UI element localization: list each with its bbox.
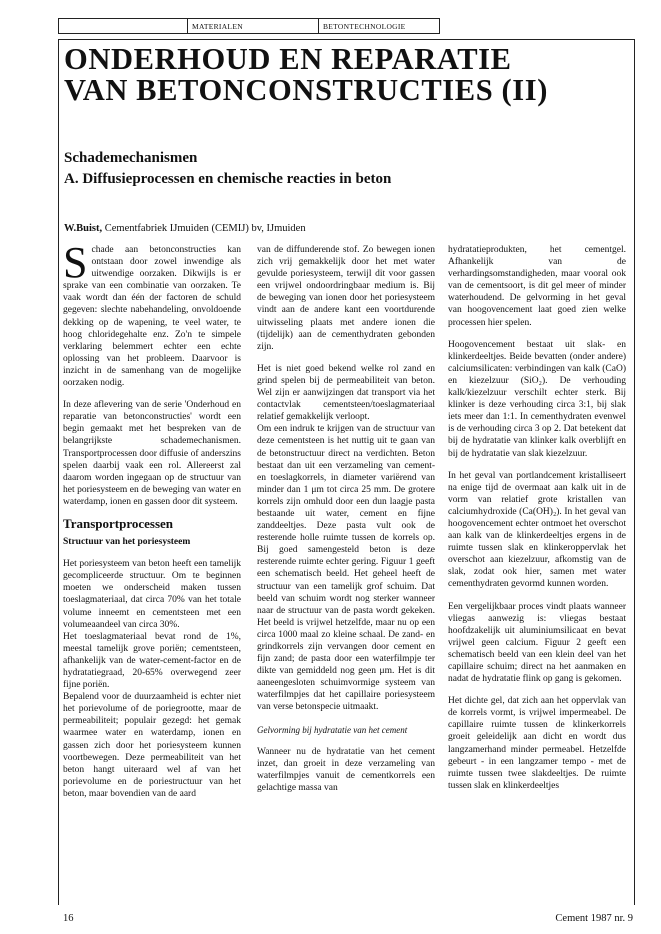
column-3 [448, 244, 626, 792]
col3-paragraph-4: Een vergelijkbaar proces vindt plaats wanneer vliegas aanwezig is: vliegas bestaat hoofdzakelijk uit aluminiumsilicaat en bevat vrijwel geen calcium. Figuur 2 geeft een schematisch beeld van een klein deel van het capillaire schuim; direct na het aanmaken en nadat de hydratatie flink op gang is gekomen. [448, 601, 626, 685]
page-number: 16 [63, 913, 74, 924]
author-line [64, 223, 306, 234]
subheading-porie: Structuur van het poriesysteem [63, 537, 191, 548]
col2-paragraph-1: van de diffunderende stof. Zo bewegen ionen zich vrij gemakkelijk door het met water gevulde poriesysteem, terwijl dit voor gassen een vrijwel ondoordringbaar medium is. Bij de beweging van ionen door het poriesysteem vindt aan de andere kant een voortdurende uitwisseling plaats met andere ionen die (tijdelijk) aan de cementhydraten gebonden zijn. [257, 245, 435, 352]
header-blank-cell [59, 19, 188, 33]
section-heading-transport: Transportprocessen [63, 515, 174, 531]
col1-paragraph-5: Bepalend voor de duurzaamheid is echter niet het porievolume of de poriegrootte, maar de permeabiliteit; populair gezegd: het gemak waarmee water en waterdamp, ionen en gassen zich door het poriesysteem kunnen voortbewegen. Deze permeabiliteit van het beton hangt uiteraard wel af van het porievolume en de poriestructuur van het beton, maar bovendien van de aard [63, 692, 241, 799]
col1-p1-text: chade aan betonconstructies kan ontstaan door zowel inwendige als uitwendige oorzaken. Dikwijls is er sprake van een combinatie van oorzaken. Te vaak wordt dan één der factoren de schuld gegeven: slechte nabehandeling, onvoldoende dekking op de wapening, te veel water, te hoog chloridegehalte enz. Zo'n te simpele verklaring belemmert echter een echte oplossing van het probleem. Daarvoor is inzicht in de samenhang van de mogelijke oorzaken nodig. [63, 245, 241, 389]
page-footer [63, 913, 633, 924]
title-line-2: VAN BETONCONSTRUCTIES (II) [64, 73, 548, 107]
subtitle-2: A. Diffusieprocessen en chemische reacties in beton [64, 171, 392, 187]
col1-paragraph-1 [63, 238, 241, 389]
author-name: W.Buist, [64, 223, 103, 234]
col1-paragraph-4: Het toeslagmateriaal bevat rond de 1%, meestal tamelijk grove poriën; cementsteen, afhankelijk van de water-cement-factor en de hydratatiegraad, 20-65% overwegend zeer fijne poriën. [63, 631, 241, 691]
col3-paragraph-2: Hoogovencement bestaat uit slak- en klinkerdeeltjes. Beide bevatten (onder andere) calciumsilicaten: verbindingen van kalk (CaO) en kiezelzuur (SiO₂). De verhouding kalk/kiezelzuur verschilt echter sterk. Bij klinker is deze verhouding circa 3:1, bij slak iets meer dan 1:1. In cementhydraten evenwel is de verhouding circa 3 op 2. Dat betekent dat bij de hydratatie van klinker kalk overblijft en bij de hydratatie van slak kiezelzuur. [448, 339, 626, 459]
subtitle-1: Schademechanismen [64, 150, 198, 166]
title-line-1: ONDERHOUD EN REPARATIE [64, 42, 512, 76]
col3-paragraph-1: hydratatieprodukten, het cementgel. Afhankelijk van de verhardingsomstandigheden, maar vooral ook van de cementsoort, is dit gel meer of minder waterhoudend. De gelvorming in het geval van hoogovencement laat goed zien welke processen hier spelen. [448, 245, 626, 328]
author-affiliation: Cementfabriek IJmuiden (CEMIJ) bv, IJmuiden [102, 223, 306, 234]
subheading-gelvorming: Gelvorming bij hydratatie van het cement [257, 724, 408, 735]
section-header [58, 18, 440, 34]
header-section: MATERIALEN [188, 19, 319, 33]
col2-paragraph-2: Het is niet goed bekend welke rol zand en grind spelen bij de permeabiliteit van beton. Wel zijn er aanwijzingen dat transport via het contactvlak cementsteen/toeslagmateriaal relatief gemakkelijk verloopt. [257, 363, 435, 423]
col1-paragraph-2: In deze aflevering van de serie 'Onderhoud en reparatie van betonconstructies' wordt een begin gemaakt met het bespreken van de belangrijkste schademechanismen. Transportprocessen door diffusie of anderszins spelen daarbij vaak een rol. Allereerst zal daarom worden ingegaan op de structuur van het poriesysteem en de beweging van water en waterdamp, ionen en gassen door dit systeem. [63, 400, 241, 507]
column-1 [63, 238, 241, 800]
journal-issue: Cement 1987 nr. 9 [555, 913, 633, 924]
header-subsection: BETONTECHNOLOGIE [323, 21, 406, 31]
col2-paragraph-3: Om een indruk te krijgen van de structuur van deze cementsteen is het nuttig uit te gaan van de betonstructuur direct na verdichten. Beton bestaat dan uit een verzameling van cement- en toeslagkorrels, in diameter variërend van minder dan 1 μm tot circa 25 mm. De grotere korrels zijn omhuld door een dun laagje pasta bestaande uit water, cement en fijne zanddeeltjes. Deze pasta vult ook de resterende holle ruimte tussen de korrels op. Bij goed samengesteld beton is deze resterende ruimte echter gering. Figuur 1 geeft een schematisch beeld. Het geheel heeft de structuur van een tamelijk grof schuim. Dat beeld van schuim wordt nog sterker wanneer naar de structuur van de pasta wordt gekeken. Het beeld is vrijwel hetzelfde, maar nu op een circa 1000 maal zo kleine schaal. De zand- en grindkorrels zijn vervangen door cement en fijn zand; de pasta door een waterfilmpje ter dikte van gemiddeld nog geen μm. Het is dit aaneengesloten schuimvormige systeem van waterfilmpjes dat het capillaire poriesysteem van verse betonspecie uitmaakt. [257, 424, 435, 713]
col3-paragraph-3: In het geval van portlandcement kristalliseert na enige tijd de overmaat aan kalk uit in de vorm van relatief grote kristallen van calciumhydroxide (Ca(OH)₂). In het geval van hoogovencement echter ontmoet het overschot aan kalk van de klinkerdeeltjes ergens in de ruimte tussen slak en klinkeroppervlak het overschot aan kiezelzuur, afkomstig van de slak, zodat ook hier, samen met water cementhydraten gevormd kunnen worden. [448, 470, 626, 590]
article-title [64, 44, 548, 106]
col1-paragraph-3: Het poriesysteem van beton heeft een tamelijk gecompliceerde structuur. Om te beginnen moeten we onderscheid maken tussen toeslagmateriaal, dat circa 70% van het totale volume inneemt en cementsteen met een volumeaandeel van circa 30%. [63, 559, 241, 630]
col3-paragraph-5: Het dichte gel, dat zich aan het oppervlak van de korrels vormt, is vrijwel impermeabel. De capillaire ruimte tussen de klinkerkorrels groeit geleidelijk aan dicht en wordt dus langzamerhand minder permeabel. Hetzelfde gebeurt - in een langzamer tempo - met de ruimte tussen twee slakdeeltjes. De ruimte tussen slak en klinkerdeeltjes [448, 696, 626, 791]
col2-paragraph-4: Wanneer nu de hydratatie van het cement inzet, dan groeit in deze verzameling van waterfilmpjes vanuit de cementkorrels een gelachtige massa van [257, 746, 435, 793]
drop-cap: S [63, 238, 88, 287]
column-2 [257, 244, 435, 794]
